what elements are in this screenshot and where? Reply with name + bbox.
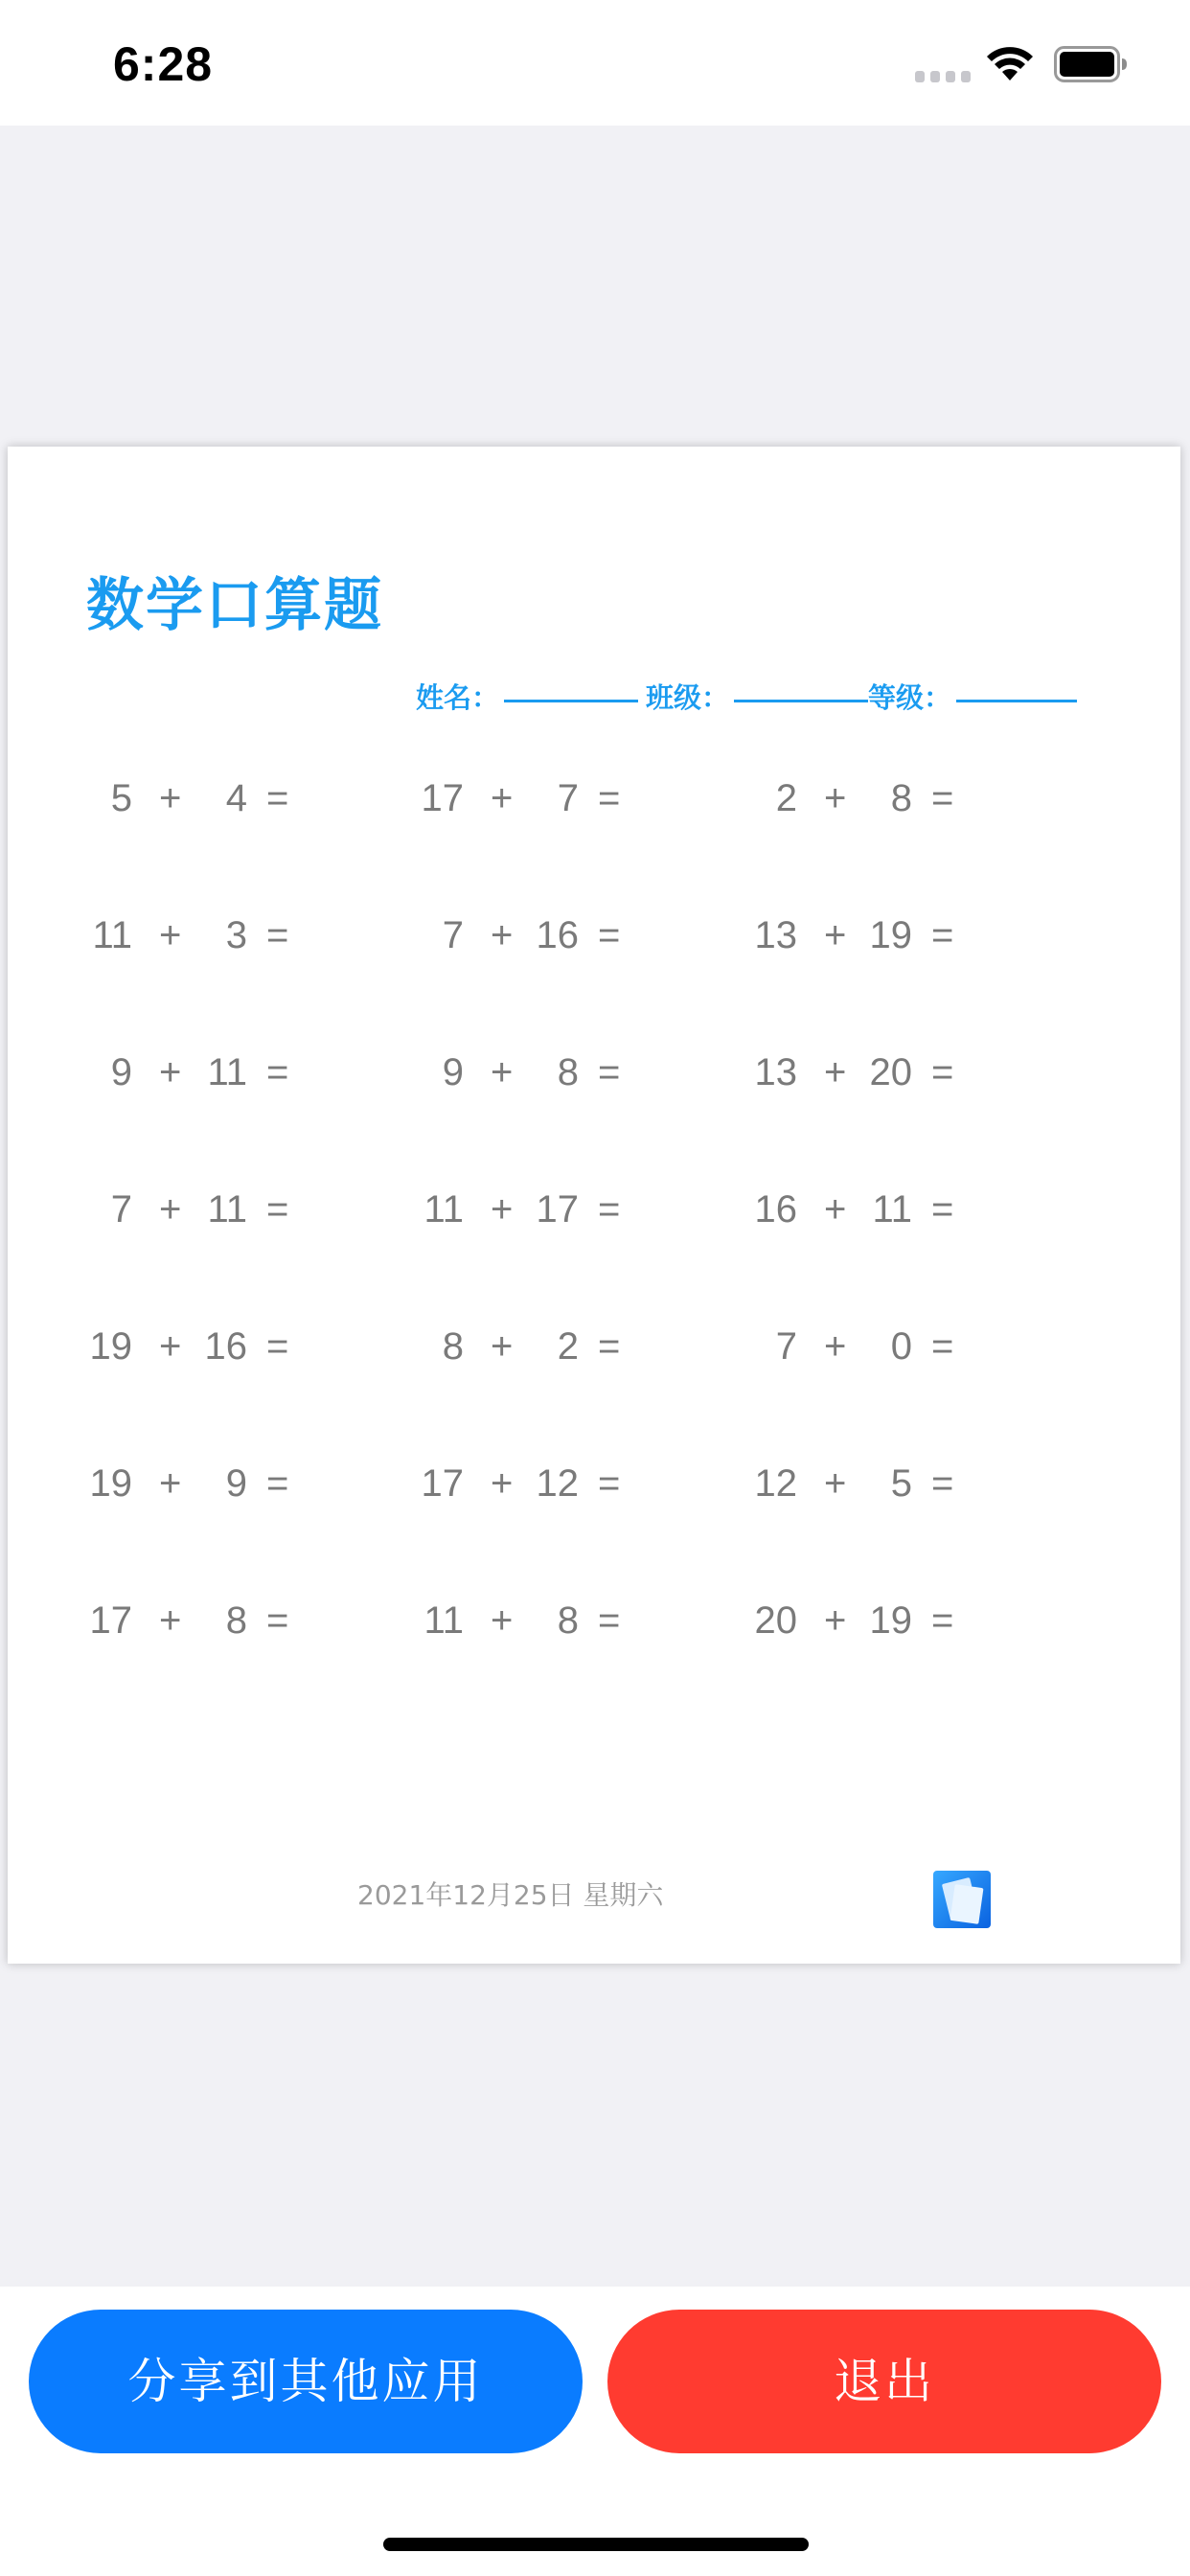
- operator: +: [159, 1325, 182, 1368]
- equals-sign: =: [931, 1051, 954, 1093]
- operand-a: 16: [754, 1188, 797, 1230]
- share-to-other-apps-button[interactable]: 分享到其他应用: [29, 2310, 583, 2453]
- worksheet-date: 2021年12月25日 星期六: [357, 1879, 664, 1911]
- class-label: 班级：: [646, 681, 730, 714]
- operand-a: 7: [442, 914, 464, 956]
- signal-icon: [915, 71, 971, 82]
- equals-sign: =: [598, 1325, 621, 1368]
- operand-b: 3: [225, 914, 247, 956]
- equals-sign: =: [931, 1325, 954, 1368]
- operand-b: 11: [207, 1051, 247, 1093]
- operand-a: 19: [89, 1462, 132, 1505]
- operand-b: 9: [225, 1462, 247, 1505]
- operator: +: [824, 1051, 847, 1093]
- operand-a: 12: [754, 1462, 797, 1505]
- operand-a: 9: [110, 1051, 132, 1093]
- operand-b: 19: [869, 914, 912, 956]
- operator: +: [491, 1325, 514, 1368]
- equals-sign: =: [931, 914, 954, 956]
- operand-b: 20: [869, 1051, 912, 1093]
- operand-a: 17: [421, 1462, 464, 1505]
- name-blank-line: [504, 700, 638, 702]
- operand-a: 8: [442, 1325, 464, 1368]
- operator: +: [159, 777, 182, 819]
- name-label: 姓名：: [416, 681, 500, 714]
- operand-a: 19: [89, 1325, 132, 1368]
- operand-b: 5: [890, 1462, 912, 1505]
- operator: +: [824, 1599, 847, 1642]
- operator: +: [491, 1051, 514, 1093]
- equals-sign: =: [598, 1599, 621, 1642]
- equals-sign: =: [598, 777, 621, 819]
- operator: +: [491, 914, 514, 956]
- operand-b: 7: [557, 777, 579, 819]
- operator: +: [159, 1599, 182, 1642]
- equals-sign: =: [931, 777, 954, 819]
- operand-a: 11: [423, 1188, 464, 1230]
- operand-a: 11: [423, 1599, 464, 1642]
- operand-b: 8: [890, 777, 912, 819]
- operand-b: 12: [536, 1462, 579, 1505]
- app-logo-icon: [933, 1871, 991, 1928]
- equals-sign: =: [931, 1599, 954, 1642]
- home-indicator[interactable]: [383, 2538, 809, 2551]
- operand-a: 7: [775, 1325, 797, 1368]
- operator: +: [824, 1325, 847, 1368]
- grade-blank-line: [956, 700, 1077, 702]
- equals-sign: =: [266, 914, 289, 956]
- operand-a: 17: [421, 777, 464, 819]
- operand-a: 7: [110, 1188, 132, 1230]
- operator: +: [824, 1188, 847, 1230]
- exit-button[interactable]: 退出: [607, 2310, 1161, 2453]
- operand-b: 2: [557, 1325, 579, 1368]
- equals-sign: =: [931, 1188, 954, 1230]
- equals-sign: =: [266, 1051, 289, 1093]
- equals-sign: =: [266, 1599, 289, 1642]
- operator: +: [824, 777, 847, 819]
- operator: +: [159, 1188, 182, 1230]
- worksheet-title: 数学口算题: [86, 572, 383, 639]
- operator: +: [491, 1599, 514, 1642]
- operand-b: 8: [557, 1051, 579, 1093]
- equals-sign: =: [266, 777, 289, 819]
- operand-b: 11: [207, 1188, 247, 1230]
- operand-a: 13: [754, 1051, 797, 1093]
- equals-sign: =: [598, 914, 621, 956]
- equals-sign: =: [266, 1188, 289, 1230]
- equals-sign: =: [598, 1188, 621, 1230]
- battery-icon: [1054, 46, 1129, 82]
- operand-b: 16: [204, 1325, 247, 1368]
- operand-b: 19: [869, 1599, 912, 1642]
- operand-a: 11: [92, 914, 132, 956]
- equals-sign: =: [266, 1325, 289, 1368]
- operand-a: 17: [89, 1599, 132, 1642]
- class-blank-line: [734, 700, 868, 702]
- operand-a: 2: [775, 777, 797, 819]
- status-time: 6:28: [113, 37, 214, 91]
- grade-label: 等级：: [868, 681, 952, 714]
- worksheet-preview: [8, 447, 1180, 1964]
- operator: +: [159, 1462, 182, 1505]
- operator: +: [491, 1462, 514, 1505]
- equals-sign: =: [598, 1051, 621, 1093]
- operand-a: 5: [110, 777, 132, 819]
- operand-b: 17: [536, 1188, 579, 1230]
- operand-b: 8: [557, 1599, 579, 1642]
- operand-b: 16: [536, 914, 579, 956]
- operand-a: 13: [754, 914, 797, 956]
- operator: +: [491, 1188, 514, 1230]
- operand-b: 4: [225, 777, 247, 819]
- operator: +: [491, 777, 514, 819]
- operator: +: [824, 1462, 847, 1505]
- operator: +: [824, 914, 847, 956]
- operator: +: [159, 1051, 182, 1093]
- operand-b: 11: [872, 1188, 912, 1230]
- operand-a: 9: [442, 1051, 464, 1093]
- wifi-icon: [985, 44, 1035, 82]
- equals-sign: =: [598, 1462, 621, 1505]
- equals-sign: =: [266, 1462, 289, 1505]
- equals-sign: =: [931, 1462, 954, 1505]
- operand-b: 8: [225, 1599, 247, 1642]
- operand-b: 0: [890, 1325, 912, 1368]
- status-bar: [0, 0, 1190, 126]
- operand-a: 20: [754, 1599, 797, 1642]
- operator: +: [159, 914, 182, 956]
